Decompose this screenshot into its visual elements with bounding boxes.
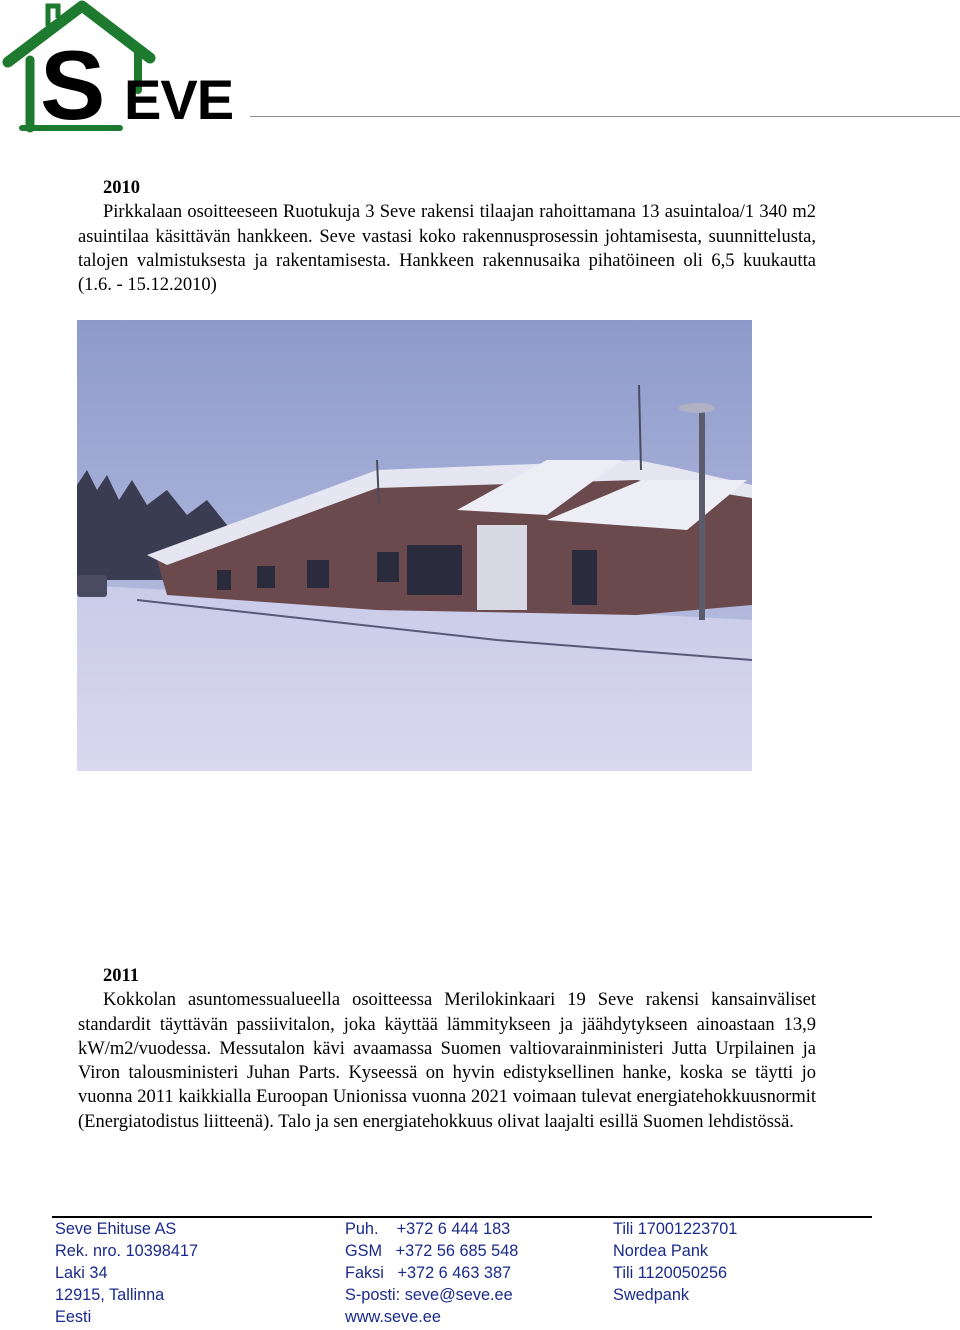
section-year: 2010 xyxy=(103,178,140,198)
header-divider xyxy=(250,116,960,117)
logo-wordmark: EVE xyxy=(124,68,234,131)
footer-line: GSM +372 56 685 548 xyxy=(345,1242,519,1260)
footer-line: Eesti xyxy=(55,1308,92,1326)
footer-line: Puh. +372 6 444 183 xyxy=(345,1220,511,1238)
footer-contact-column xyxy=(345,1218,518,1328)
seve-logo xyxy=(0,0,260,138)
section-2011 xyxy=(78,964,816,1134)
section-text: Kokkolan asuntomessualueella osoitteessa Merilokinkaari 19 Seve rakensi kansainväliset standardit täyttävän passiivitalon, joka käyttää lämmitykseen ja jäähdytykseen ainoastaan 13,9 kW/m2/vuodessa. Messutalon kävi avaamassa Suomen valtiovarainministeri Jutta Urpilainen ja Viron talousministeri Juhan Parts. Kyseessä on hyvin edistyksellinen hanke, koska se täytti jo vuonna 2011 kaikkialla Euroopan Unionissa vuonna 2021 voimaan tulevat energiatehokkuusnormit (Energiatodistus liitteenä). Talo ja sen energiatehokkuus olivat laajalti esillä Suomen lehdistössä. xyxy=(78,990,816,1132)
footer-line: Tili 1120050256 xyxy=(613,1264,728,1282)
section-2010 xyxy=(78,176,816,297)
footer-line: Nordea Pank xyxy=(613,1242,709,1260)
footer-line: Swedpank xyxy=(613,1286,690,1304)
logo-initial: S xyxy=(40,30,106,140)
footer-line: Tili 17001223701 xyxy=(613,1220,738,1238)
footer-line: Seve Ehituse AS xyxy=(55,1220,177,1238)
footer-line: 12915, Tallinna xyxy=(55,1286,165,1304)
section-text: Pirkkalaan osoitteeseen Ruotukuja 3 Seve rakensi tilaajan rahoittamana 13 asuintaloa/1 340 m2 asuintilaa käsittävän hankkeen. Seve vastasi koko rakennusprosessin johtamisesta, suunnittelusta, talojen valmistuksesta ja rakentamisesta. Hankkeen rakennusaika pihatöineen oli 6,5 kuukautta (1.6. - 15.12.2010) xyxy=(78,202,816,296)
footer-line: Rek. nro. 10398417 xyxy=(55,1242,199,1260)
footer-bank-column xyxy=(613,1218,737,1306)
footer-company-column xyxy=(55,1218,198,1328)
section-year: 2011 xyxy=(103,966,139,986)
footer-line: Faksi +372 6 463 387 xyxy=(345,1264,512,1282)
footer-email-link[interactable]: S-posti: seve@seve.ee xyxy=(345,1286,513,1304)
snowy-rowhouses-photo xyxy=(77,320,752,771)
footer-website-link[interactable]: www.seve.ee xyxy=(345,1308,441,1326)
project-photo xyxy=(77,320,752,771)
footer-line: Laki 34 xyxy=(55,1264,108,1282)
